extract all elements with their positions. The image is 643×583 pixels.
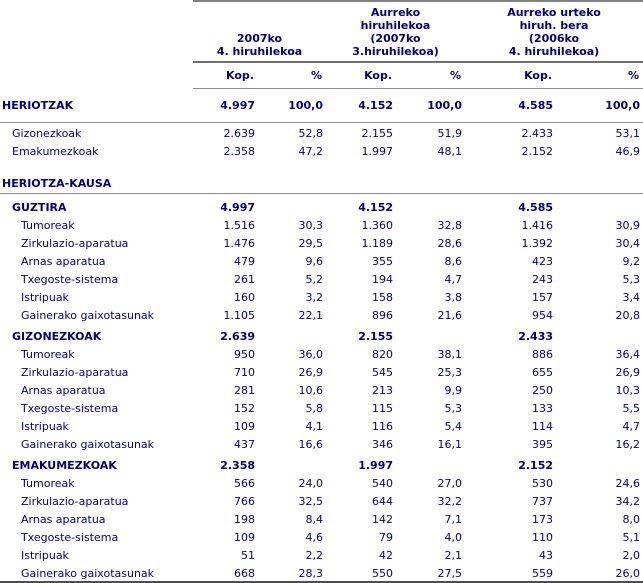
cell-count: 566 [234,477,255,490]
cell-percent: 36,0 [298,348,324,361]
table-row [0,305,643,323]
cell-count: 261 [234,273,255,286]
cell-percent: 100,0 [556,89,643,123]
cell-percent: 32,2 [437,495,463,508]
col-group-2007q4 [193,1,326,62]
cell-percent: 3,2 [305,291,324,304]
cell-count: 157 [532,291,554,304]
cell-count: 109 [234,531,255,544]
cell-count: 540 [372,477,394,490]
cell-percent: 8,6 [444,255,463,268]
cell-percent: 30,4 [615,237,641,250]
cell-count: 545 [372,366,394,379]
cell-count: 2.155 [361,127,394,140]
cell-count: 550 [372,567,394,580]
cell-count: 668 [234,567,255,580]
row-label: Istripuak [21,549,69,562]
col-group-previous-quarter [326,1,465,62]
cell-percent: 5,4 [444,420,463,433]
cell-percent: 5,5 [622,402,641,415]
table-row [0,452,643,473]
cell-percent: 51,9 [437,127,463,140]
row-label: GUZTIRA [12,201,67,214]
cell-percent: 4,1 [305,420,324,433]
table-row [0,416,643,434]
cell-percent: 26,9 [298,366,324,379]
cell-percent: 28,3 [298,567,324,580]
cell-percent: 38,1 [437,348,463,361]
row-label: EMAKUMEZKOAK [12,459,117,472]
cell-percent: 29,5 [298,237,324,250]
table-row [0,215,643,233]
cell-count: 820 [372,348,394,361]
cell-percent: 7,1 [444,513,463,526]
cell-percent: 27,5 [437,567,463,580]
subheader-row [0,62,643,89]
cell-count [193,175,258,194]
row-label: HERIOTZA-KAUSA [0,175,193,194]
cell-count: 243 [532,273,554,286]
cell-count: 2.433 [521,127,554,140]
cell-percent: 5,1 [622,531,641,544]
cell-percent: 4,0 [444,531,463,544]
cell-count: 1.105 [223,309,255,322]
table-row [0,362,643,380]
row-label: Gainerako gaixotasunak [21,438,155,451]
cell-percent: 5,3 [622,273,641,286]
cell-count: 51 [241,549,255,562]
subheader-pct: % [556,62,643,89]
cell-count: 1.997 [358,459,394,472]
cell-count: 250 [532,384,554,397]
row-label: Gizonezkoak [12,127,82,140]
cell-count: 2.433 [518,330,554,343]
cell-percent: 8,0 [622,513,641,526]
corner-cell [0,1,193,62]
cell-percent [396,194,465,216]
table-row [0,380,643,398]
row-label: Txegoste-sistema [21,531,119,544]
cell-count [326,175,396,194]
cell-count: 655 [532,366,554,379]
spacer-row [0,159,643,175]
cell-percent: 16,6 [298,438,324,451]
row-label: Arnas aparatua [21,255,106,268]
row-label: Txegoste-sistema [21,402,119,415]
subheader-kop: Kop. [326,62,396,89]
column-group-header-row [0,1,643,62]
cell-percent: 25,3 [437,366,463,379]
cell-percent: 2,0 [622,549,641,562]
group-title-line: 2007ko [236,32,283,45]
row-label: Zirkulazio-aparatua [21,495,129,508]
cell-percent: 28,6 [437,237,463,250]
cell-percent [258,175,326,194]
table-row [0,251,643,269]
row-label: Gainerako gaixotasunak [21,567,155,580]
row-label: Arnas aparatua [21,384,106,397]
table-row [0,269,643,287]
group-title-line: (2007ko [370,32,421,45]
cell-percent [556,452,643,473]
table-row [0,141,643,159]
row-label: Zirkulazio-aparatua [21,366,129,379]
group-title-line: hiruh. bera [519,19,589,32]
cell-percent: 9,9 [444,384,463,397]
cell-count: 109 [234,420,255,433]
cell-percent: 10,3 [615,384,641,397]
cell-percent: 3,8 [444,291,463,304]
cell-count: 437 [234,438,255,451]
table-row [0,509,643,527]
cell-count: 395 [532,438,554,451]
col-group-previous-year [465,1,643,62]
cell-percent: 5,8 [305,402,324,415]
table-row [0,545,643,563]
row-label: GIZONEZKOAK [12,330,102,343]
cell-count: 1.997 [361,145,394,158]
cell-percent: 100,0 [258,89,326,123]
cell-count: 110 [532,531,554,544]
cell-count: 115 [372,402,394,415]
cell-count: 2.358 [220,459,255,472]
table-row [0,89,643,123]
table-row [0,233,643,251]
cell-count: 4.997 [220,201,255,214]
cell-count: 2.639 [223,127,255,140]
subheader-kop: Kop. [193,62,258,89]
cell-percent: 2,2 [305,549,324,562]
cell-count: 2.639 [220,330,255,343]
cell-percent [556,175,643,194]
cell-percent: 32,5 [298,495,324,508]
cell-count: 194 [372,273,394,286]
cell-percent: 4,6 [305,531,324,544]
cell-percent: 30,9 [615,219,641,232]
cell-count: 4.152 [326,89,396,123]
row-label: Istripuak [21,291,69,304]
cell-percent: 5,2 [305,273,324,286]
cell-count: 1.416 [521,219,554,232]
group-title-line: (2006ko [528,32,580,45]
cell-count: 133 [532,402,554,415]
cell-percent: 2,1 [444,549,463,562]
spacer-cell [0,159,643,175]
row-label: Istripuak [21,420,69,433]
group-title-line: 4. hiruhilekoa) [508,45,600,58]
cell-percent [556,323,643,344]
row-label: Arnas aparatua [21,513,106,526]
cell-percent: 10,6 [298,384,324,397]
cell-count: 954 [532,309,554,322]
cell-count: 43 [539,549,554,562]
cell-count: 355 [372,255,394,268]
cell-percent [258,194,326,216]
table-row [0,323,643,344]
subheader-pct: % [396,62,465,89]
cell-count: 213 [372,384,394,397]
cell-percent: 34,2 [615,495,641,508]
cell-count [465,175,556,194]
cell-count: 173 [532,513,554,526]
cell-percent [396,175,465,194]
cell-count: 479 [234,255,255,268]
cell-percent: 9,6 [305,255,324,268]
cell-percent [396,452,465,473]
cell-percent: 24,6 [615,477,641,490]
cell-count: 4.997 [193,89,258,123]
cell-percent: 52,8 [298,127,324,140]
cell-percent: 22,1 [298,309,324,322]
cell-percent: 24,0 [298,477,324,490]
row-label: Emakumezkoak [12,145,99,158]
cell-percent: 26,0 [615,567,641,580]
cell-count: 4.152 [358,201,394,214]
cell-count: 710 [234,366,255,379]
cell-percent [556,194,643,216]
group-title-line: Aurreko [370,6,421,19]
cell-percent: 30,3 [298,219,324,232]
cell-percent [258,323,326,344]
cell-count: 766 [234,495,255,508]
table-row [0,344,643,362]
cell-percent: 53,1 [615,127,641,140]
cell-percent: 4,7 [444,273,463,286]
table-row [0,491,643,509]
table-row [0,473,643,491]
subheader-pct: % [258,62,326,89]
cell-count: 423 [532,255,554,268]
cell-count: 116 [372,420,394,433]
cell-count: 158 [372,291,394,304]
cell-count: 950 [234,348,255,361]
group-title-line: 3.hiruhilekoa) [352,45,439,58]
subheader-kop: Kop. [465,62,556,89]
cell-count: 2.152 [521,145,554,158]
table-row [0,398,643,416]
table-row [0,434,643,452]
group-title-line: Aurreko urteko [507,6,601,19]
cell-count: 896 [372,309,394,322]
table-row [0,527,643,545]
group-title-line: hiruhilekoa [360,19,431,32]
row-label: Tumoreak [21,219,75,232]
row-label: Zirkulazio-aparatua [21,237,129,250]
cell-count: 2.152 [518,459,554,472]
cell-percent: 36,4 [615,348,641,361]
cell-percent: 8,4 [305,513,324,526]
cell-count: 281 [234,384,255,397]
table-row [0,123,643,142]
cell-count: 1.392 [521,237,554,250]
cell-percent [258,452,326,473]
cell-percent: 46,9 [615,145,641,158]
cell-count: 114 [532,420,554,433]
cell-count: 530 [532,477,554,490]
cell-count: 4.585 [465,89,556,123]
cell-percent: 3,4 [622,291,641,304]
cell-count: 1.189 [361,237,394,250]
row-label: Gainerako gaixotasunak [21,309,155,322]
group-title-line: 4. hiruhilekoa [216,45,303,58]
table-body [0,89,643,583]
corner-cell [0,62,193,89]
row-label: Txegoste-sistema [21,273,119,286]
cell-count: 1.476 [223,237,255,250]
table-row [0,287,643,305]
cell-count: 644 [372,495,394,508]
cell-percent: 47,2 [298,145,324,158]
cell-count: 1.516 [223,219,255,232]
cell-count: 4.585 [518,201,554,214]
cell-percent: 26,9 [615,366,641,379]
cell-count: 1.360 [361,219,394,232]
cell-count: 2.358 [223,145,255,158]
cell-count: 559 [532,567,554,580]
cell-count: 160 [234,291,255,304]
cell-percent: 16,1 [437,438,463,451]
cell-count: 152 [234,402,255,415]
cell-percent: 4,7 [622,420,641,433]
cell-percent: 20,8 [615,309,641,322]
table-row [0,194,643,216]
table-row [0,175,643,194]
cell-count: 737 [532,495,554,508]
row-label: HERIOTZAK [0,89,193,123]
cell-percent: 16,2 [615,438,641,451]
cell-count: 142 [372,513,394,526]
cell-percent: 100,0 [396,89,465,123]
cell-count: 198 [234,513,255,526]
cell-percent: 21,6 [437,309,463,322]
cell-percent: 5,3 [444,402,463,415]
row-label: Tumoreak [21,477,75,490]
cell-percent: 48,1 [437,145,463,158]
cell-count: 42 [379,549,394,562]
cell-count: 79 [379,531,394,544]
cell-percent: 32,8 [437,219,463,232]
cell-percent [396,323,465,344]
cell-percent: 27,0 [437,477,463,490]
cell-percent: 9,2 [622,255,641,268]
row-label: Tumoreak [21,348,75,361]
table-row [0,563,643,582]
cell-count: 2.155 [358,330,394,343]
cell-count: 346 [372,438,394,451]
cell-count: 886 [532,348,554,361]
